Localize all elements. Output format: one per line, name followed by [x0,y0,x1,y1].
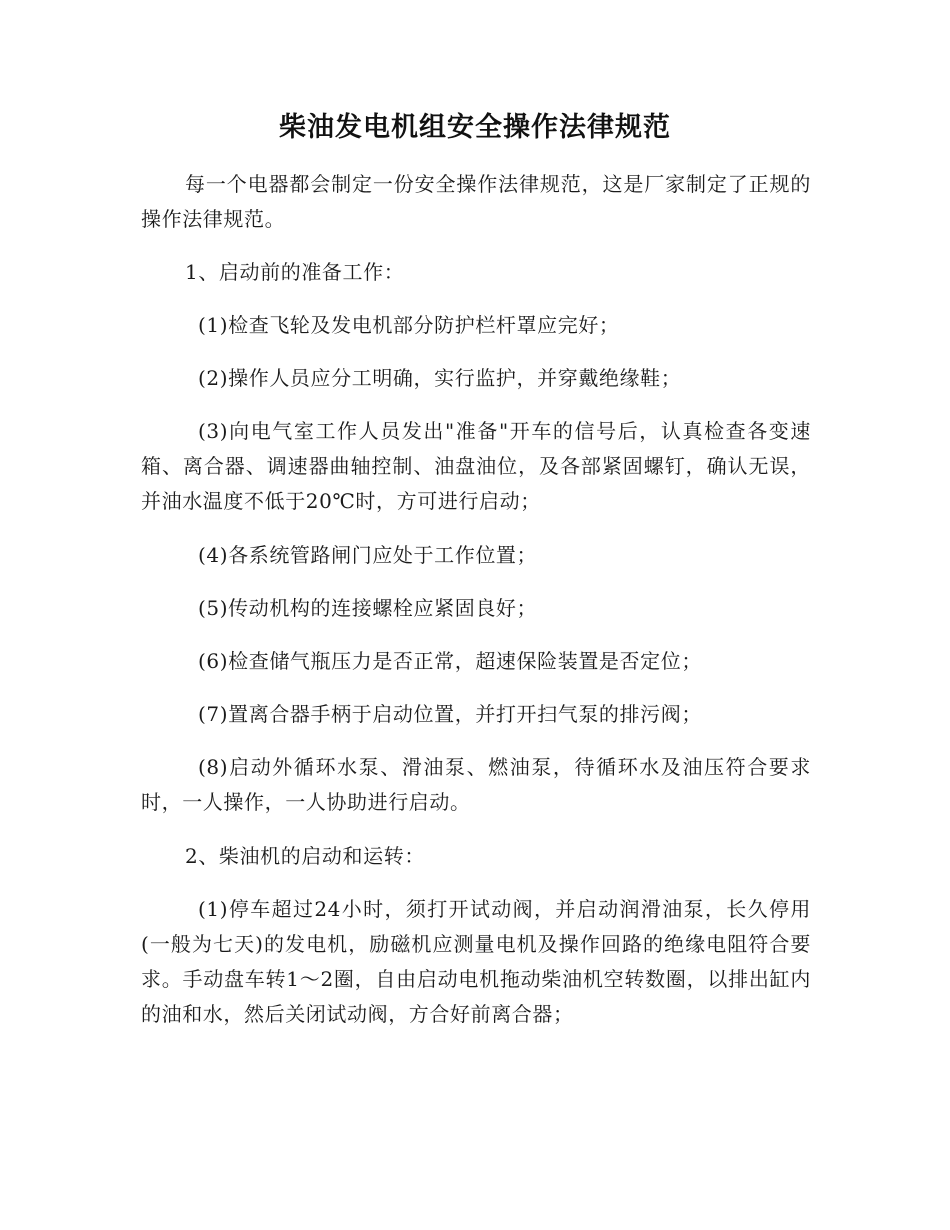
section-1-item-8: (8)启动外循环水泵、滑油泵、燃油泵，待循环水及油压符合要求时，一人操作，一人协助进行启动。 [141,755,811,814]
section-1-item-5: (5)传动机构的连接螺栓应紧固良好； [198,596,538,620]
section-1-item-4: (4)各系统管路闸门应处于工作位置； [198,543,538,567]
section-1-item-1: (1)检查飞轮及发电机部分防护栏杆罩应完好； [198,313,620,337]
section-1-heading: 1、启动前的准备工作： [185,260,405,284]
section-1-item-7: (7)置离合器手柄于启动位置，并打开扫气泵的排污阀； [198,702,702,726]
section-2-heading: 2、柴油机的启动和运转： [185,844,425,868]
intro-paragraph: 每一个电器都会制定一份安全操作法律规范，这是厂家制定了正规的操作法律规范。 [141,172,811,231]
section-2-item-1: (1)停车超过24小时，须打开试动阀，并启动润滑油泵，长久停用(一般为七天)的发电机，励磁机应测量电机及操作回路的绝缘电阻符合要求。手动盘车转1～2圈，自由启动电机拖动柴油机空转数圈，以排出缸内的油和水，然后关闭试动阀，方合好前离合器； [141,897,811,1026]
section-1-item-2: (2)操作人员应分工明确，实行监护，并穿戴绝缘鞋； [198,366,682,390]
section-1-item-3: (3)向电气室工作人员发出"准备"开车的信号后，认真检查各变速箱、离合器、调速器曲轴控制、油盘油位，及各部紧固螺钉，确认无误，并油水温度不低于20℃时，方可进行启动； [141,419,811,513]
document-title: 柴油发电机组安全操作法律规范 [279,112,671,143]
section-1-item-6: (6)检查储气瓶压力是否正常，超速保险装置是否定位； [198,649,702,673]
